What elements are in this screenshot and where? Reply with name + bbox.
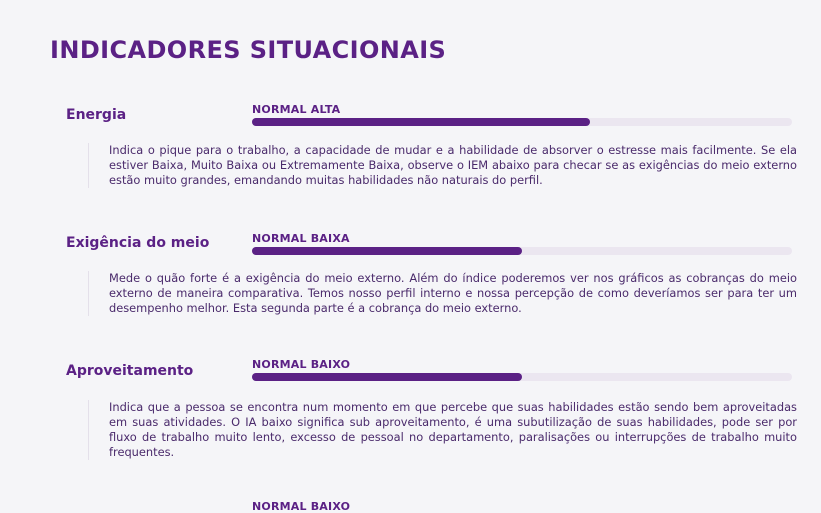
level-bar-fill: [252, 118, 590, 126]
level-bar-track: [252, 118, 792, 126]
indicator-level-label: NORMAL BAIXO: [252, 358, 351, 371]
level-bar-fill: [252, 247, 522, 255]
indicator-name: Exigência do meio: [66, 235, 210, 251]
indicator-level-label: NORMAL BAIXO: [252, 500, 351, 513]
indicator-description: Indica o pique para o trabalho, a capacidade de mudar e a habilidade de absorver o estresse mais facilmente. Se ela estiver Baixa, Muito Baixa ou Extremamente Baixa, observe o IEM abaixo para checar se as exigências do meio externo estão muito grandes, emandando muitas habilidades não naturais do perfil.: [88, 143, 797, 188]
level-bar-track: [252, 247, 792, 255]
indicator-name: Energia: [66, 107, 127, 123]
level-bar-track: [252, 373, 792, 381]
indicator-name: Aproveitamento: [66, 363, 194, 379]
indicator-description: Mede o quão forte é a exigência do meio externo. Além do índice poderemos ver nos gráficos as cobranças do meio externo de maneira comparativa. Temos nosso perfil interno e nossa percepção de como deveríamos ser para ter um desempenho melhor. Esta segunda parte é a cobrança do meio externo.: [88, 271, 797, 316]
indicator-level-label: NORMAL ALTA: [252, 103, 341, 116]
page-title: INDICADORES SITUACIONAIS: [50, 36, 447, 64]
indicator-level-label: NORMAL BAIXA: [252, 232, 350, 245]
indicator-description: Indica que a pessoa se encontra num momento em que percebe que suas habilidades estão sendo bem aproveitadas em suas atividades. O IA baixo significa sub aproveitamento, é uma subutilização de suas habilidades, pode ser por fluxo de trabalho muito lento, excesso de pessoal no departamento, paralisações ou interrupções de trabalho muito frequentes.: [88, 400, 797, 460]
level-bar-fill: [252, 373, 522, 381]
